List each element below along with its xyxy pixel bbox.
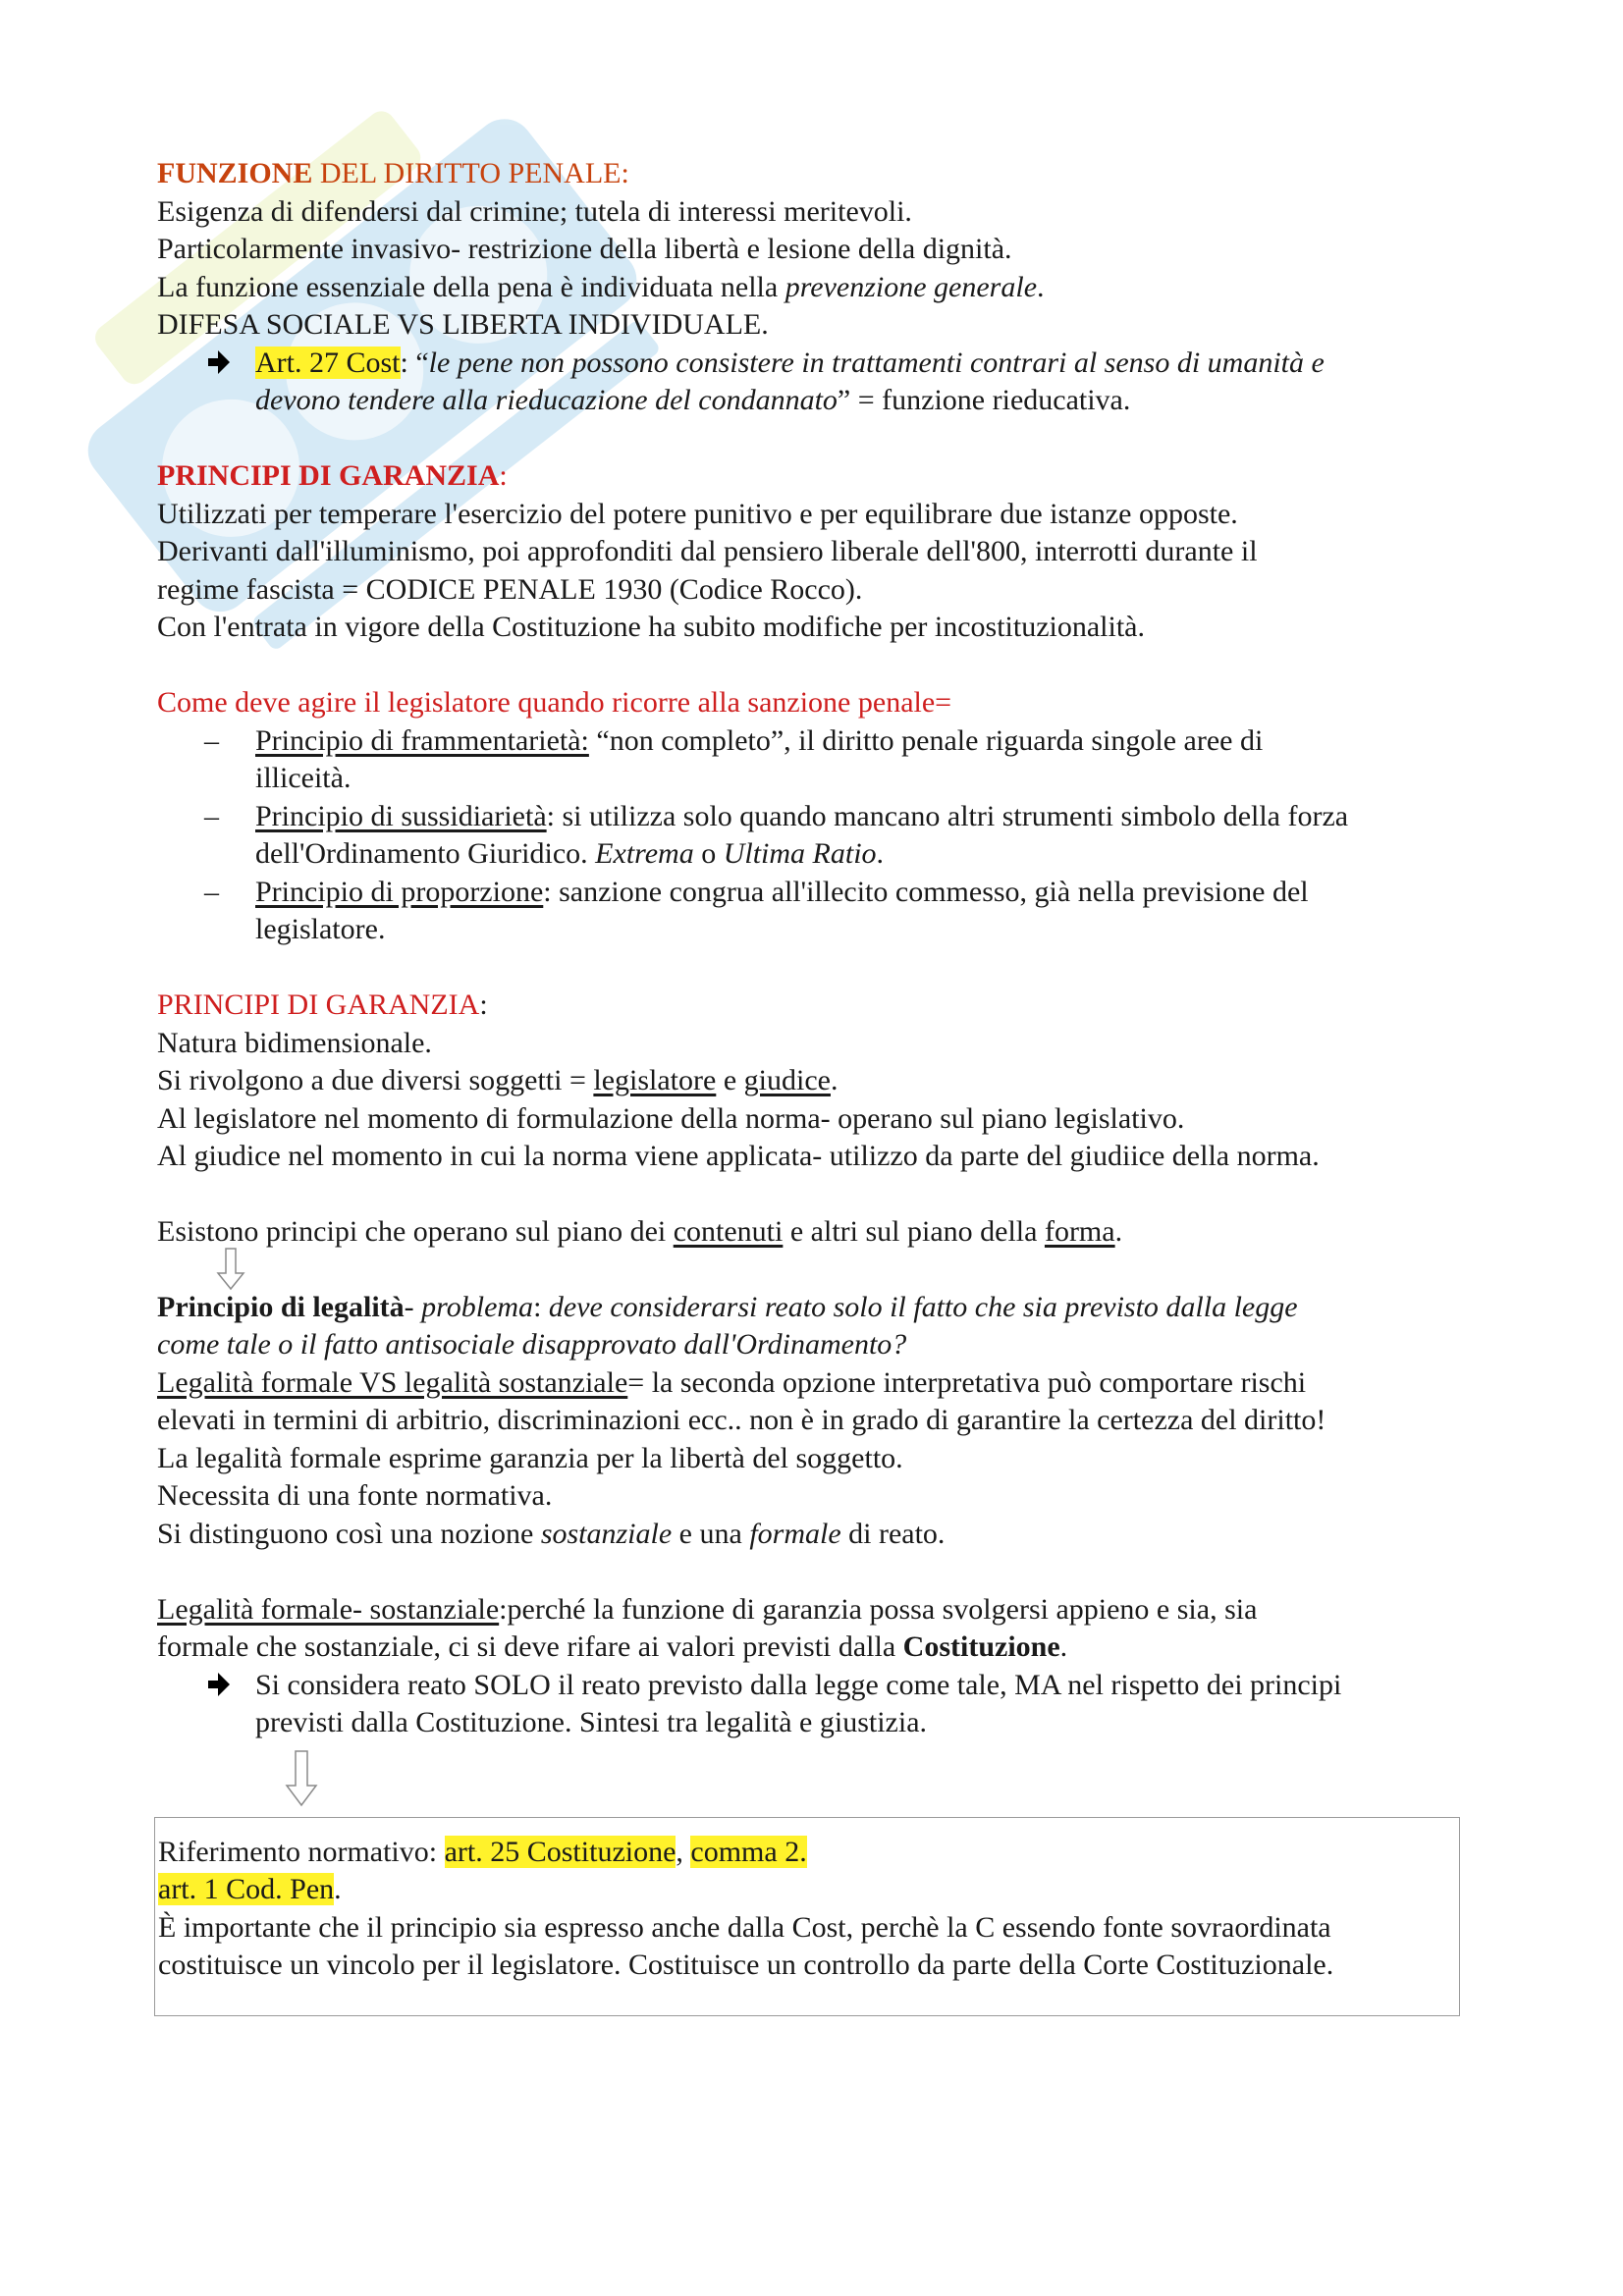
text-line: art. 1 Cod. Pen. <box>158 1873 342 1905</box>
arrow-bullet-item: Si considera reato SOLO il reato previsto dalla legge come tale, MA nel rispetto dei principi previsti dalla Costituzione. Sintesi tra legalità e giustizia. <box>157 1667 1492 1742</box>
right-arrow-icon <box>206 1668 232 1701</box>
text-line: Utilizzati per temperare l'esercizio del potere punitivo e per equilibrare due istanze opposte. <box>157 497 1238 530</box>
section-title-principi-garanzia: PRINCIPI DI GARANZIA: <box>157 459 508 492</box>
reference-box <box>154 1817 1460 2016</box>
section-title-legislatore: Come deve agire il legislatore quando ricorre alla sanzione penale= <box>157 686 952 719</box>
text-line: La funzione essenziale della pena è individuata nella prevenzione generale. <box>157 270 1045 303</box>
text-line: formale che sostanziale, ci si deve rifare ai valori previsti dalla Costituzione. <box>157 1630 1068 1663</box>
text-line: Con l'entrata in vigore della Costituzione ha subito modifiche per incostituzionalità. <box>157 611 1145 643</box>
text-line: Al giudice nel momento in cui la norma viene applicata- utilizzo da parte del giudiice della norma. <box>157 1140 1320 1172</box>
text-line: Necessita di una fonte normativa. <box>157 1479 553 1512</box>
text-line: Particolarmente invasivo- restrizione della libertà e lesione della dignità. <box>157 233 1012 265</box>
text-line: Principio di legalità- problema: deve considerarsi reato solo il fatto che sia previsto dalla legge <box>157 1290 1298 1323</box>
text-line: Si distinguono così una nozione sostanziale e una formale di reato. <box>157 1517 946 1550</box>
text-line: DIFESA SOCIALE VS LIBERTA INDIVIDUALE. <box>157 308 769 341</box>
dash-list-item: – Principio di proporzione: sanzione congrua all'illecito commesso, già nella previsione del legislatore. <box>204 875 1309 945</box>
text-line: Legalità formale- sostanziale:perché la funzione di garanzia possa svolgersi appieno e sia, sia <box>157 1592 1258 1626</box>
dash-list-item: – Principio di frammentarietà: “non completo”, il diritto penale riguarda singole aree di illiceità. <box>204 723 1264 794</box>
text-line: Si rivolgono a due diversi soggetti = legislatore e giudice. <box>157 1064 839 1096</box>
dash-list-item: – Principio di sussidiarietà: si utilizza solo quando mancano altri strumenti simbolo della forza dell'Ordinamento Giuridico. Extrema o Ultima Ratio. <box>204 799 1349 870</box>
document-page <box>157 155 1492 2016</box>
text-line: Derivanti dall'illuminismo, poi approfonditi dal pensiero liberale dell'800, interrotti durante il <box>157 535 1258 567</box>
text-line: Esistono principi che operano sul piano dei contenuti e altri sul piano della forma. <box>157 1215 1123 1248</box>
text-line: regime fascista = CODICE PENALE 1930 (Codice Rocco). <box>157 572 863 606</box>
down-arrow-icon <box>216 1248 245 1291</box>
dash-bullet: – <box>204 723 219 757</box>
text-line: Al legislatore nel momento di formulazione della norma- operano sul piano legislativo. <box>157 1101 1185 1135</box>
section-title-funzione: FUNZIONE DEL DIRITTO PENALE: <box>157 157 629 189</box>
text-line: elevati in termini di arbitrio, discriminazioni ecc.. non è in grado di garantire la certezza del diritto! <box>157 1404 1326 1436</box>
section-title-principi-garanzia-2: PRINCIPI DI GARANZIA: <box>157 988 488 1021</box>
dash-bullet: – <box>204 875 219 908</box>
text-line: come tale o il fatto antisociale disapprovato dall'Ordinamento? <box>157 1328 907 1361</box>
arrow-bullet-item: Art. 27 Cost: “le pene non possono consistere in trattamenti contrari al senso di umanità e devono tendere alla rieducazione del condannato” = funzione rieducativa. <box>157 345 1492 420</box>
text-line: Natura bidimensionale. <box>157 1026 432 1059</box>
text-line: costituisce un vincolo per il legislatore. Costituisce un controllo da parte della Corte Costituzionale. <box>158 1949 1334 1981</box>
text-line: La legalità formale esprime garanzia per la libertà del soggetto. <box>157 1441 903 1474</box>
dash-bullet: – <box>204 799 219 832</box>
down-arrow-icon <box>285 1750 318 1807</box>
right-arrow-icon <box>206 346 232 379</box>
text-line: È importante che il principio sia espresso anche dalla Cost, perchè la C essendo fonte sovraordinata <box>158 1910 1331 1944</box>
text-line: Esigenza di difendersi dal crimine; tutela di interessi meritevoli. <box>157 194 912 228</box>
text-line: Riferimento normativo: art. 25 Costituzione, comma 2. <box>158 1835 807 1868</box>
text-line: Legalità formale VS legalità sostanziale= la seconda opzione interpretativa può comportare rischi <box>157 1365 1307 1399</box>
